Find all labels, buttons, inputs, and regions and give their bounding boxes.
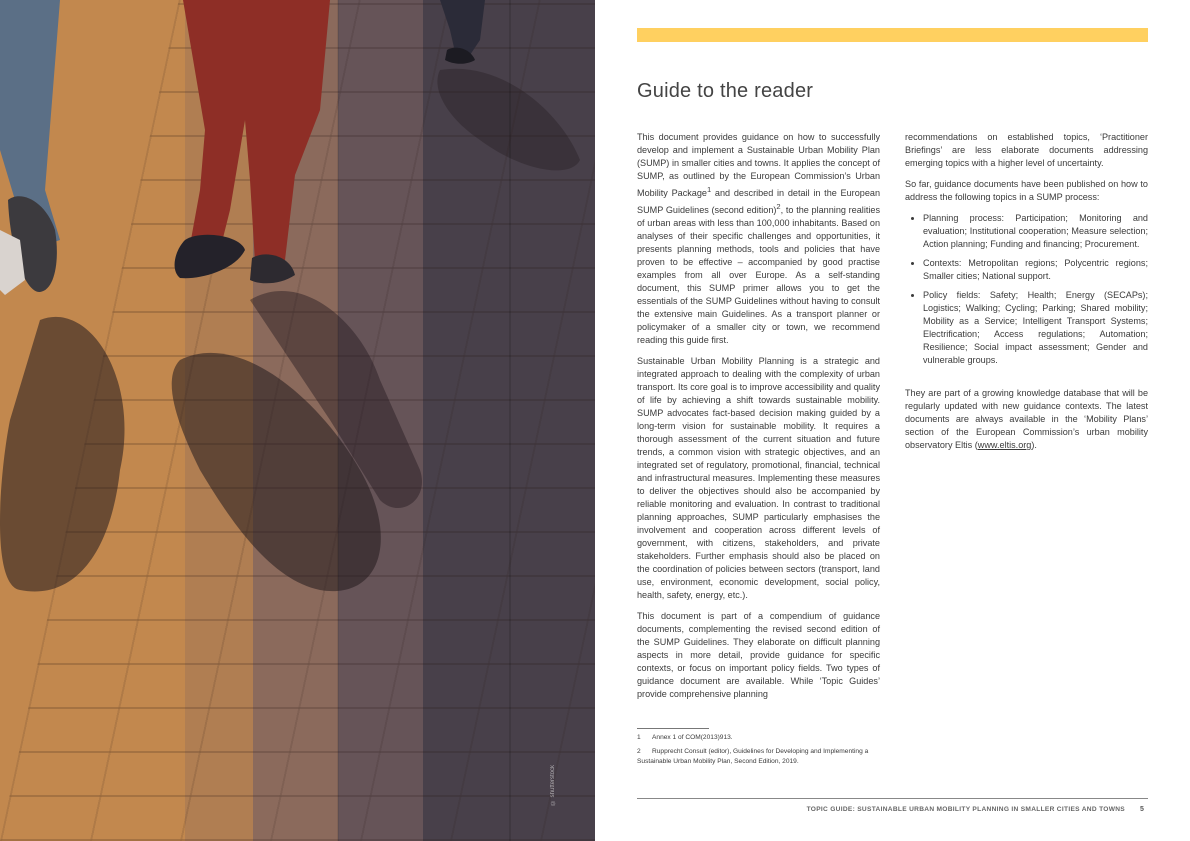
paragraph-text: and described in detail in the European SUMP Guidelines (second edition)	[637, 188, 880, 216]
page-number: 5	[1140, 806, 1144, 813]
photo-credit: © shutterstock	[550, 764, 556, 805]
footnote-text: Rupprecht Consult (editor), Guidelines for Developing and Implementing a Sustainable Urban Mobility Plan, Second Edition, 2019.	[637, 748, 869, 765]
running-footer: TOPIC GUIDE: SUSTAINABLE URBAN MOBILITY PLANNING IN SMALLER CITIES AND TOWNS	[806, 806, 1125, 813]
accent-bar	[637, 28, 1148, 42]
paragraph-text: They are part of a growing knowledge database that will be regularly updated with new guidance contexts. The latest documents are always available in the ‘Mobility Plans’ section of the European Commission’s urban mobility observatory Eltis (	[905, 388, 1148, 450]
paragraph	[637, 131, 880, 347]
footnote-text: Annex 1 of COM(2013)913.	[652, 734, 733, 741]
paragraph: This document is part of a compendium of guidance documents, complementing the revised second edition of the SUMP Guidelines. They elaborate on difficult planning aspects in more detail, provide guidance for specific contexts, or focus on important policy fields. Two types of guidance document are available. While ‘Topic Guides’ provide comprehensive planning	[637, 611, 880, 700]
paragraph: So far, guidance documents have been published on how to address the following topics in a SUMP process:	[905, 179, 1148, 202]
footnotes	[637, 733, 882, 771]
footnote-ref: 1	[706, 185, 712, 194]
paragraph-text: ).	[1031, 440, 1037, 450]
list-item: • Planning process: Participation; Monitoring and evaluation; Institutional cooperation; Measure selection; Action planning; Funding and financing; Procurement.	[923, 212, 1148, 251]
topics-list	[905, 212, 1148, 367]
paragraph-text: , to the planning realities of urban areas with less than 100,000 inhabitants. Based on analyses of their specific challenges and opportunities, it presents planning methods, tools and policies that have proven to be effective – accompanied by good practise examples from all over Europe. As a self-standing document, this SUMP primer allows you to get the essentials of the SUMP Guidelines without having to consult the extensive main Guidelines. As a transport planner or policymaker of a smaller city or town, we recommend reading this guide first.	[637, 205, 880, 346]
paragraph-text: This document provides guidance on how to successfully develop and implement a Sustainable Urban Mobility Plan (SUMP) in smaller cities and towns. It applies the concept of SUMP, as outlined by the European Commission’s Urban Mobility Package	[637, 132, 880, 199]
paragraph: recommendations on established topics, ‘Practitioner Briefings’ are less elaborate documents addressing emerging topics with a higher level of uncertainty.	[905, 132, 1148, 168]
page-title: Guide to the reader	[637, 80, 814, 102]
footnote-ref: 2	[776, 202, 781, 212]
footer-divider	[637, 798, 1148, 799]
text-column-right	[905, 131, 1148, 460]
text-column-left	[637, 131, 880, 709]
footnote	[637, 733, 882, 743]
paragraph: Sustainable Urban Mobility Planning is a strategic and integrated approach to dealing with the complexity of urban transport. Its core goal is to improve accessibility and quality of life by achieving a shift towards sustainable mobility. SUMP advocates fact-based decision making guided by a long-term vision for sustainable mobility. It requires a thorough assessment of the current situation and future trends, a common vision with strategic objectives, and an integrated set of regulatory, promotional, financial, technical and infrastructural measures. Implementing these measures to deliver the objectives should also be accompanied by reliable monitoring and evaluation. In contrast to traditional planning approaches, SUMP particularly emphasises the involvement and cooperation across different levels of government, with citizens, stakeholders, and private stakeholders. Further emphasis should also be placed on the coordination of policies between sectors (transport, land use, environment, economic development, social policy, health, safety, energy, etc.).	[637, 356, 880, 601]
list-item: • Contexts: Metropolitan regions; Polycentric regions; Smaller cities; National support.	[923, 257, 1148, 283]
eltis-link[interactable]: www.eltis.org	[977, 440, 1032, 450]
list-item: • Policy fields: Safety; Health; Energy (SECAPs); Logistics; Walking; Cycling; Parking; Shared mobility; Mobility as a Service; Intelligent Transport Systems; Electrification; Access regulations; Automation; Resilience; Social impact assessment; Gender and vulnerable groups.	[923, 289, 1148, 367]
footnote-number: 2	[637, 748, 641, 755]
footnote-divider	[637, 728, 709, 729]
footnote-number: 1	[637, 734, 641, 741]
paragraph	[905, 387, 1148, 452]
footnote	[637, 747, 882, 767]
